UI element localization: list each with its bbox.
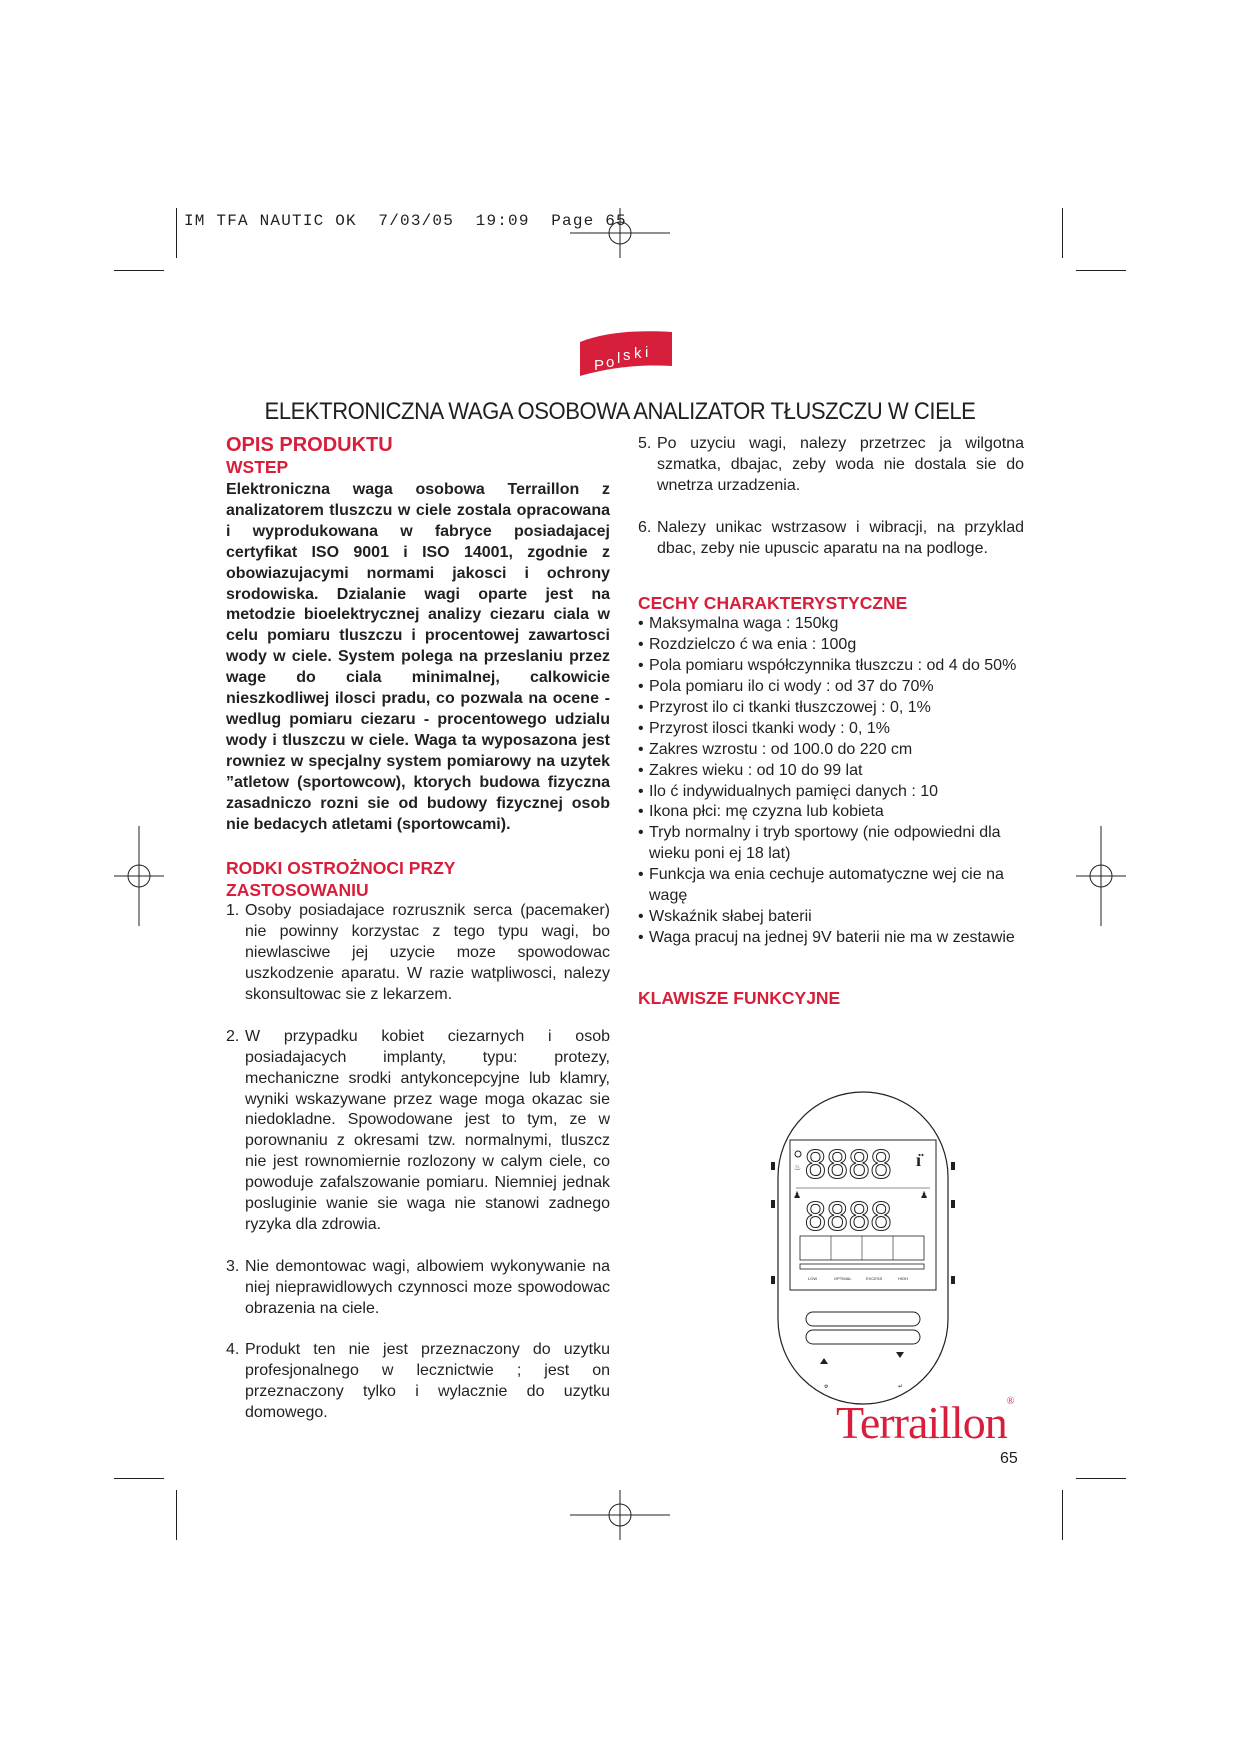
set-icon: ⚙	[824, 1384, 829, 1390]
svg-text:ı̈: ı̈	[916, 1150, 922, 1170]
crop-mark	[1062, 1490, 1063, 1540]
list-text: Produkt ten nie jest przeznaczony do uzytku profesjonalnego w lecznictwie ; jest on przeznaczony tylko i wylacznie do uzytku domowego.	[245, 1341, 610, 1422]
lcd-digits-bottom: 8888	[804, 1195, 892, 1239]
feature-text: Tryb normalny i tryb sportowy (nie odpowiedni dla wieku poni ej 18 lat)	[649, 824, 1001, 863]
page-title: ELEKTRONICZNA WAGA OSOBOWA ANALIZATOR TŁUSZCZU W CIELE	[264, 398, 976, 425]
features-list	[638, 614, 1024, 949]
feature-text: Pola pomiaru ilo ci wody : od 37 do 70%	[649, 678, 934, 696]
feature-item: • Zakres wzrostu : od 100.0 do 220 cm	[638, 740, 913, 758]
feature-text: Zakres wzrostu : od 100.0 do 220 cm	[649, 740, 913, 758]
bar-label-optimal: OPTIMAL	[834, 1276, 852, 1281]
crop-mark	[1076, 270, 1126, 271]
language-tab-polski	[576, 330, 676, 378]
language-tab-letter: s	[623, 347, 631, 364]
feature-item: • Wskaźnik słabej baterii	[638, 908, 812, 925]
feature-text: Waga pracuj na jednej 9V baterii nie ma w zestawie	[649, 928, 1015, 946]
list-number: 6.	[638, 518, 652, 536]
arrow-up-icon	[820, 1358, 828, 1364]
print-slug: IM TFA NAUTIC OK 7/03/05 19:09 Page 65	[184, 212, 627, 230]
features-heading: CECHY CHARAKTERYSTYCZNE	[638, 593, 908, 614]
language-tab-letter: P	[594, 357, 605, 374]
language-tab-letter: k	[634, 345, 642, 362]
feature-text: Maksymalna waga : 150kg	[649, 615, 839, 633]
feature-item: • Rozdzielczo ć wa enia : 100g	[638, 636, 857, 654]
feature-item: • Przyrost ilosci tkanki wody : 0, 1%	[638, 719, 890, 737]
registration-mark-left	[114, 826, 164, 926]
language-tab-letter: o	[606, 354, 615, 371]
svg-text:♨: ♨	[794, 1163, 802, 1172]
crop-mark	[176, 1490, 177, 1540]
intro-paragraph: Elektroniczna waga osobowa Terraillon z analizatorem tluszczu w ciele zostala opracowana i wyprodukowana w fabryce posiadajacej certyfikat ISO 9001 i ISO 14001, zgodnie z obowiazujacymi normami jakosci i ochrony srodowiska. Dzialanie wagi oparte jest na metodzie bioelektrycznej analizy ciezaru ciala w celu pomiaru tluszczu i procentowej zawartosci wody w ciele. System polega na przeslaniu przez wage do ciala minimalnej, calkowicie nieszkodliwej ilosci pradu, co pozwala na ocene - wedlug pomiaru ciezaru - procentowego udzialu wody i tluszczu w ciele. Waga ta wyposazona jest rowniez w specjalny system pomiarowy na uzytek ”atletow (sportowcow), ktorych budowa fizyczna zasadniczo rozni sie od budowy fizycznej osob nie bedacych atletami (sportowcami).	[226, 481, 610, 833]
safety-heading-line: RODKI OSTROŻNOCI PRZY	[226, 858, 456, 879]
safety-list	[226, 901, 610, 1424]
list-item	[226, 1257, 610, 1320]
feature-text: Przyrost ilo ci tkanki tłuszczowej : 0, 1%	[649, 698, 931, 716]
crop-mark	[1076, 1478, 1126, 1479]
list-number: 3.	[226, 1257, 240, 1275]
feature-item: • Pola pomiaru współczynnika tłuszczu : od 4 do 50%	[638, 657, 1017, 675]
svg-text:♟: ♟	[920, 1190, 929, 1200]
feature-item: • Ilo ć indywidualnych pamięci danych : 10	[638, 782, 939, 800]
scale-display-illustration	[770, 1090, 956, 1406]
brand-logo	[836, 1396, 1013, 1449]
list-text: Po uzyciu wagi, nalezy przetrzec ja wilgotna szmatka, dbajac, zeby woda nie dostala sie do wnetrza urzadzenia.	[657, 435, 1024, 494]
bar-label-high: HIGH	[898, 1276, 908, 1281]
crop-mark	[114, 1478, 164, 1479]
keys-heading: KLAWISZE FUNKCYJNE	[638, 987, 841, 1008]
safety-heading	[226, 857, 610, 901]
feature-item: • Ikona płci: mę czyzna lub kobieta	[638, 803, 884, 821]
crop-mark	[114, 270, 164, 271]
feature-text: Zakres wieku : od 10 do 99 lat	[649, 761, 863, 779]
brand-logo-mark: ®	[1006, 1396, 1014, 1407]
list-item	[638, 434, 1024, 497]
crop-mark	[176, 208, 177, 258]
registration-mark-bottom	[570, 1490, 670, 1540]
bar-label-excess: EXCESS	[866, 1276, 883, 1281]
list-item	[226, 1340, 610, 1424]
enter-icon: ↵	[898, 1384, 904, 1390]
feature-text: Ikona płci: mę czyzna lub kobieta	[649, 803, 884, 821]
feature-item: • Funkcja wa enia cechuje automatyczne wej cie na wagę	[638, 866, 1004, 905]
feature-text: Pola pomiaru współczynnika tłuszczu : od 4 do 50%	[649, 657, 1017, 675]
list-item	[638, 518, 1024, 560]
list-text: Nie demontowac wagi, albowiem wykonywanie na niej nieprawidlowych czynnosci moze spowodowac obrazenia na ciele.	[245, 1257, 610, 1317]
arrow-down-icon	[896, 1352, 904, 1358]
feature-text: Rozdzielczo ć wa enia : 100g	[649, 636, 857, 654]
list-item	[226, 1027, 610, 1236]
list-text: W przypadku kobiet ciezarnych i osob posiadajacych implanty, typu: protezy, mechaniczne srodki antykoncepcyjne lub klamry, wyniki wskazywane przez wage moga okazac sie niedokladne. Spowodowane jest to tym, ze w porownaniu z okresami tzw. normalnymi, tluszcz nie jest rownomiernie rozlozony w calym ciele, co powoduje zafalszowanie pomiaru. Niemniej jednak posluginie wanie sie waga nie stanowi zadnego ryzyka dla zdrowia.	[245, 1027, 610, 1233]
language-tab-letter: i	[645, 344, 649, 361]
left-column	[226, 434, 610, 1445]
right-column	[638, 434, 1024, 1009]
feature-item: • Tryb normalny i tryb sportowy (nie odpowiedni dla wieku poni ej 18 lat)	[638, 824, 1001, 863]
section-subheading-intro: WSTEP	[226, 457, 289, 477]
feature-text: Wskaźnik słabej baterii	[649, 908, 812, 925]
brand-logo-text: Terraillon	[836, 1397, 1007, 1448]
registration-mark-right	[1076, 826, 1126, 926]
list-number: 4.	[226, 1341, 240, 1359]
svg-text:♟: ♟	[793, 1190, 802, 1200]
list-number: 2.	[226, 1027, 240, 1045]
list-number: 1.	[226, 902, 240, 920]
safety-list-continued	[638, 434, 1024, 559]
language-tab-letter: l	[617, 350, 621, 367]
page-number: 65	[1000, 1450, 1018, 1467]
feature-item: • Maksymalna waga : 150kg	[638, 615, 839, 633]
safety-heading-line: ZASTOSOWANIU	[226, 880, 369, 901]
bar-label-low: LOW	[808, 1276, 818, 1281]
lcd-digits-top: 8888	[804, 1143, 892, 1187]
list-item	[226, 901, 610, 1006]
feature-item: • Pola pomiaru ilo ci wody : od 37 do 70%	[638, 678, 934, 696]
section-heading-description: OPIS PRODUKTU	[226, 434, 393, 456]
list-text: Nalezy unikac wstrzasow i wibracji, na przyklad dbac, zeby nie upuscic aparatu na na podloge.	[657, 518, 1024, 557]
feature-text: Funkcja wa enia cechuje automatyczne wej cie na wagę	[649, 866, 1004, 905]
list-number: 5.	[638, 435, 652, 452]
feature-item: • Przyrost ilo ci tkanki tłuszczowej : 0, 1%	[638, 698, 931, 716]
list-text: Osoby posiadajace rozrusznik serca (pacemaker) nie powinny korzystac z tego typu wagi, bo niewlasciwe jej uzycie moze spowodowac uszkodzenie aparatu. W razie watpliwosci, nalezy skonsultowac sie z lekarzem.	[245, 902, 610, 1004]
feature-text: Przyrost ilosci tkanki wody : 0, 1%	[649, 719, 890, 737]
feature-item: • Zakres wieku : od 10 do 99 lat	[638, 761, 863, 779]
feature-text: Ilo ć indywidualnych pamięci danych : 10	[649, 782, 939, 800]
crop-mark	[1062, 208, 1063, 258]
feature-item: • Waga pracuj na jednej 9V baterii nie ma w zestawie	[638, 928, 1015, 946]
